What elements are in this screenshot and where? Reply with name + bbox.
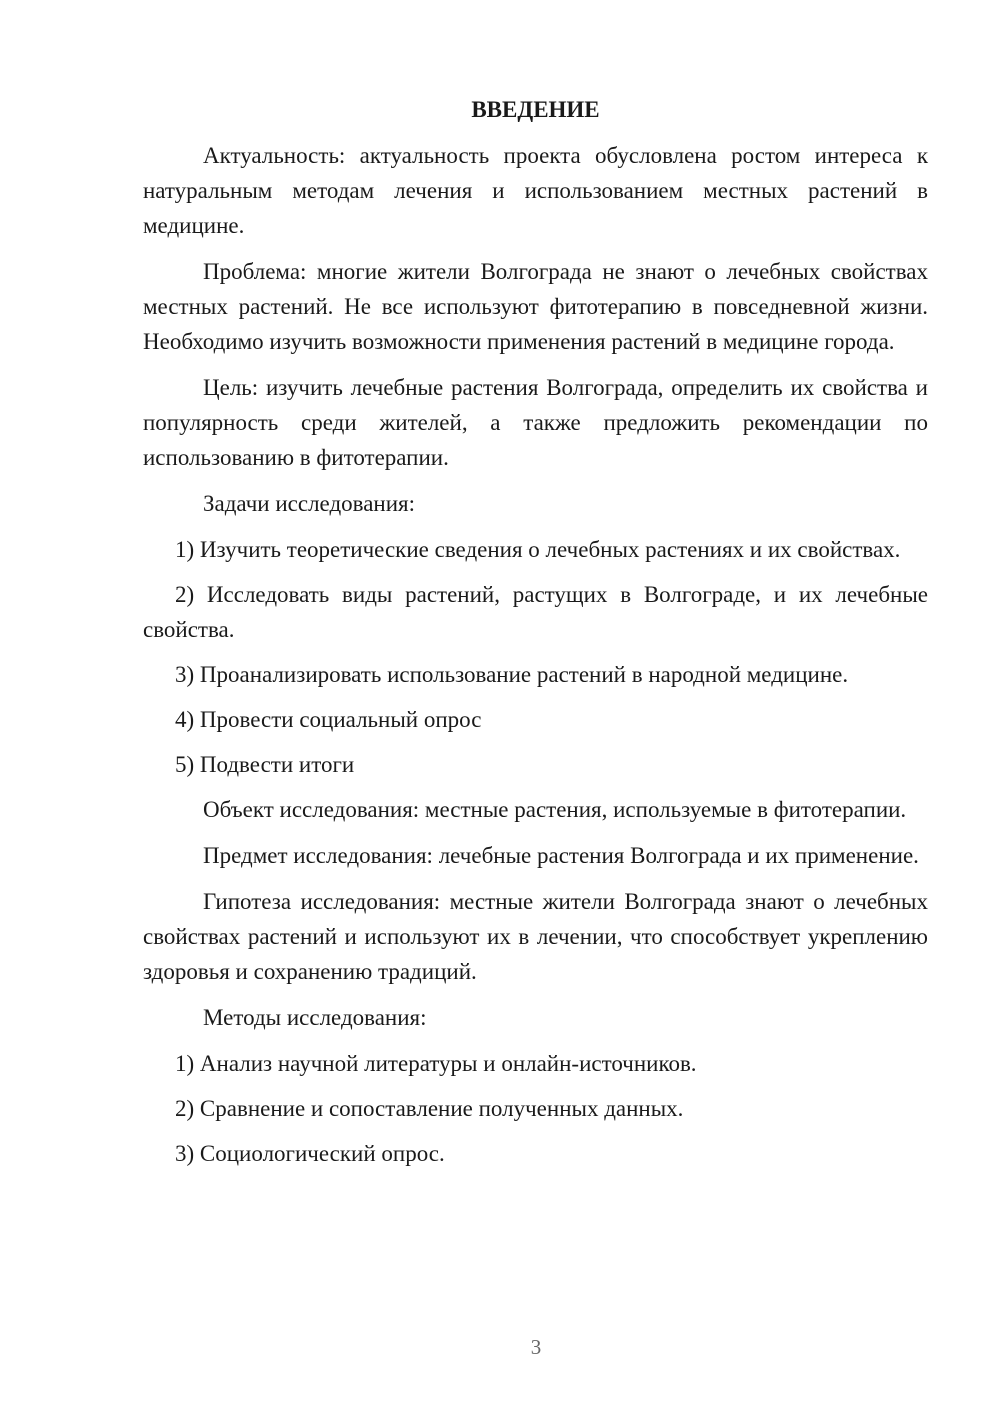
methods-heading: Методы исследования: xyxy=(203,1005,427,1030)
tasks-heading: Задачи исследования: xyxy=(203,491,416,516)
task-item-3: 3) Проанализировать использование растений в народной медицине. xyxy=(175,662,849,687)
method-item-1: 1) Анализ научной литературы и онлайн-источников. xyxy=(175,1051,697,1076)
page-content xyxy=(143,92,928,1181)
method-item-3: 3) Социологический опрос. xyxy=(175,1141,445,1166)
paragraph-hypothesis: Гипотеза исследования: местные жители Волгограда знают о лечебных свойствах растений и используют их в лечении, что способствует укреплению здоровья и сохранению традиций. xyxy=(143,889,928,984)
task-item-2: 2) Исследовать виды растений, растущих в Волгограде, и их лечебные свойства. xyxy=(143,582,928,642)
paragraph-goal: Цель: изучить лечебные растения Волгограда, определить их свойства и популярность среди жителей, а также предложить рекомендации по использованию в фитотерапии. xyxy=(143,375,928,470)
paragraph-subject: Предмет исследования: лечебные растения Волгограда и их применение. xyxy=(203,843,919,868)
method-item-2: 2) Сравнение и сопоставление полученных данных. xyxy=(175,1096,684,1121)
paragraph-problem: Проблема: многие жители Волгограда не знают о лечебных свойствах местных растений. Не все используют фитотерапию в повседневной жизни. Необходимо изучить возможности применения растений в медицине города. xyxy=(143,259,928,354)
task-item-4: 4) Провести социальный опрос xyxy=(175,707,482,732)
task-item-5: 5) Подвести итоги xyxy=(175,752,355,777)
paragraph-object: Объект исследования: местные растения, используемые в фитотерапии. xyxy=(203,797,907,822)
page-number: 3 xyxy=(530,1335,542,1359)
task-item-1: 1) Изучить теоретические сведения о лечебных растениях и их свойствах. xyxy=(175,537,901,562)
paragraph-relevance: Актуальность: актуальность проекта обусловлена ростом интереса к натуральным методам лечения и использованием местных растений в медицине. xyxy=(143,143,928,238)
page-title: ВВЕДЕНИЕ xyxy=(471,97,600,122)
